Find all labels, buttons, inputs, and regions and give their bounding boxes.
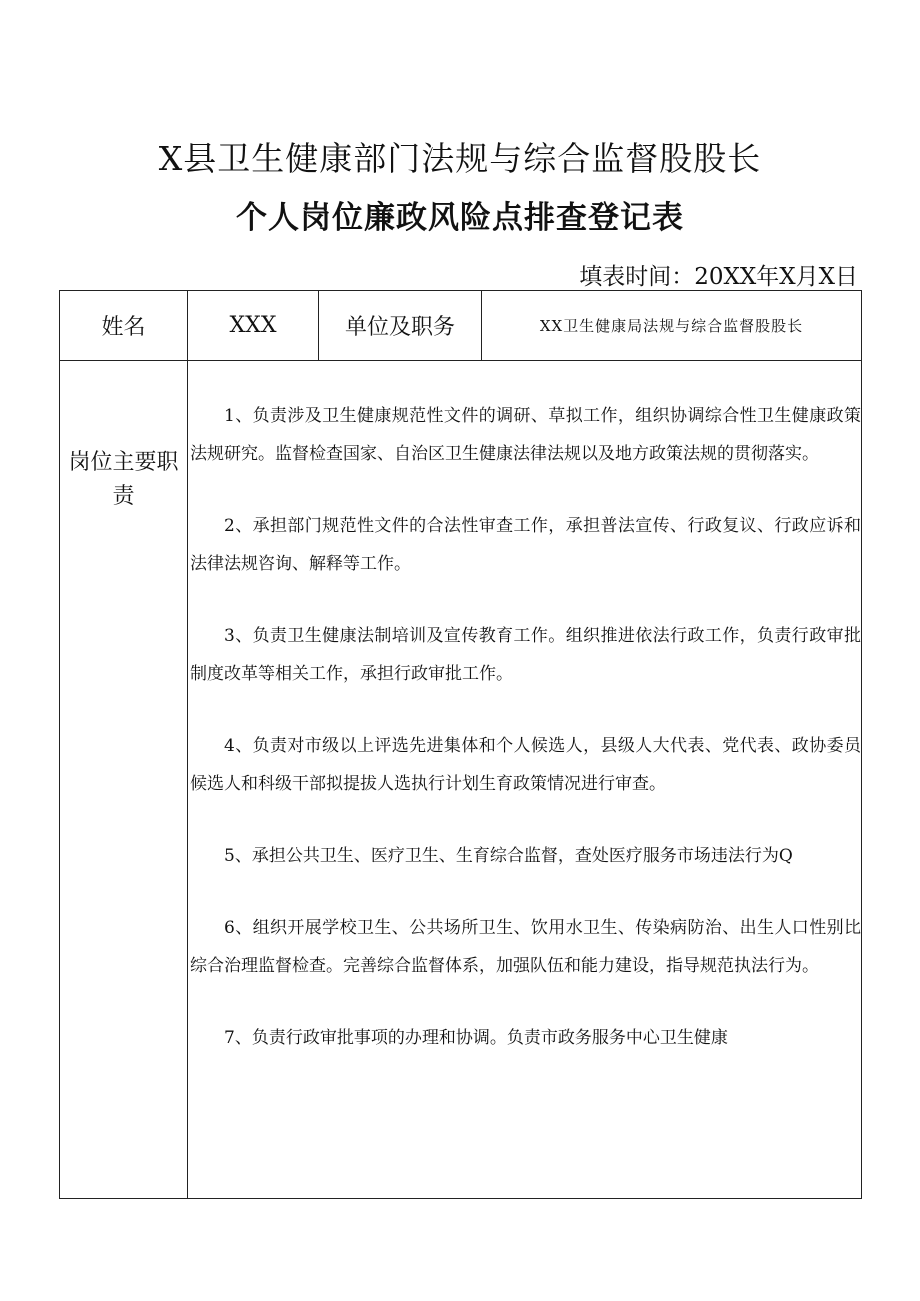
duty-item: 6、组织开展学校卫生、公共场所卫生、饮用水卫生、传染病防治、出生人口性别比综合治理监督检查。完善综合监督体系，加强队伍和能力建设，指导规范执法行为。: [190, 918, 861, 976]
document-title-line1: X县卫生健康部门法规与综合监督股股长: [158, 139, 762, 178]
duty-item: 1、负责涉及卫生健康规范性文件的调研、草拟工作，组织协调综合性卫生健康政策法规研究。监督检查国家、自治区卫生健康法律法规以及地方政策法规的贯彻落实。: [190, 406, 861, 464]
duties-label: 岗位主要职责: [60, 361, 188, 1199]
registration-form-table: [59, 290, 862, 1199]
duty-item: 3、负责卫生健康法制培训及宣传教育工作。组织推进依法行政工作，负责行政审批制度改革等相关工作，承担行政审批工作。: [190, 626, 861, 684]
duty-item: 4、负责对市级以上评选先进集体和个人候选人，县级人大代表、党代表、政协委员候选人和科级干部拟提拔人选执行计划生育政策情况进行审查。: [190, 736, 861, 794]
document-title-line2: 个人岗位廉政风险点排查登记表: [236, 200, 684, 236]
duty-item: 2、承担部门规范性文件的合法性审查工作，承担普法宣传、行政复议、行政应诉和法律法规咨询、解释等工作。: [190, 516, 861, 574]
duties-row: [60, 361, 862, 1199]
header-row: [60, 291, 862, 361]
duty-item: 5、承担公共卫生、医疗卫生、生育综合监督，查处医疗服务市场违法行为Q: [224, 846, 793, 866]
name-label: 姓名: [60, 291, 188, 361]
duty-item: 7、负责行政审批事项的办理和协调。负责市政务服务中心卫生健康: [224, 1028, 728, 1048]
unit-label: 单位及职务: [319, 291, 482, 361]
name-value: XXX: [188, 291, 319, 361]
fill-date: 填表时间：20XX年X月X日: [579, 264, 858, 290]
unit-value: XX卫生健康局法规与综合监督股股长: [482, 291, 862, 361]
duties-content: [188, 361, 862, 1199]
